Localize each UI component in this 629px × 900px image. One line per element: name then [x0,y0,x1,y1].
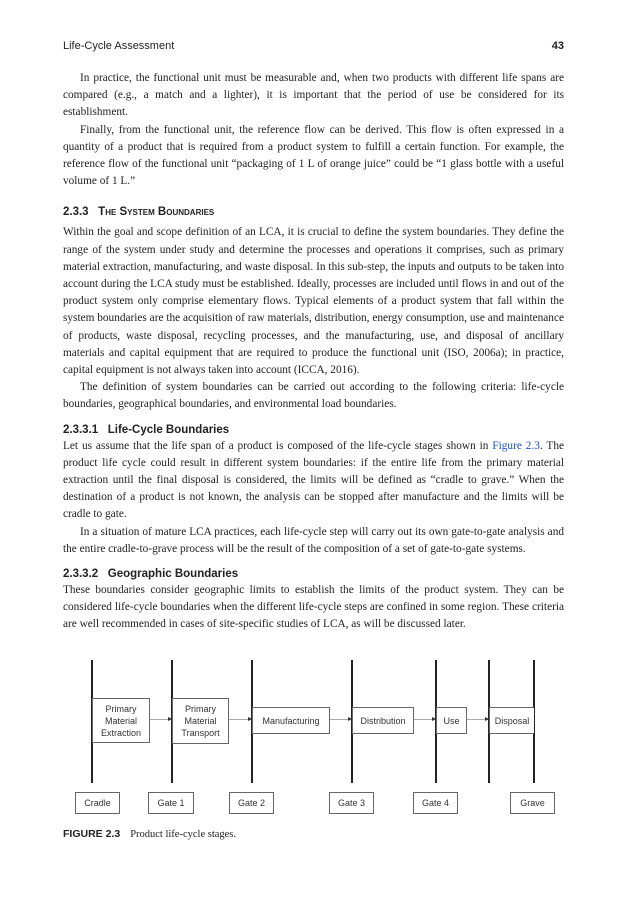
arrow [466,719,488,720]
paragraph [63,438,564,524]
gate-label: Grave [510,792,555,814]
stage-box: Primary Material Transport [172,698,229,744]
text: Let us assume that the life span of a product is composed of the life-cycle stages shown in [63,439,493,452]
stage-box: Primary Material Extraction [92,698,150,743]
paragraph: These boundaries consider geographic limits to establish the limits of the product system. They can be considered life-cycle boundaries when the different life-cycle steps are confined in some region. These criteria are well recommended in cases of site-specific studies of LCA, as will be discussed later. [63,584,564,631]
section-heading [63,206,564,218]
paragraph: In practice, the functional unit must be measurable and, when two products with different life spans are compared (e.g., a match and a lighter), it is important that the period of use be considered for its establishment. [63,72,564,119]
subsection-heading: 2.3.3.1 Life-Cycle Boundaries [63,423,230,436]
arrow [228,719,251,720]
caption-label: FIGURE 2.3 [63,828,121,840]
gate-label: Gate 4 [413,792,458,814]
gate-label: Gate 3 [329,792,374,814]
paragraph: In a situation of mature LCA practices, each life-cycle step will carry out its own gate-to-gate analysis and the entire cradle-to-grave process will be the result of the composition of a set of gate-to-gate systems. [63,525,564,555]
arrow [149,719,171,720]
gate-label: Cradle [75,792,120,814]
section-number: 2.3.3 [63,206,89,219]
stage-box: Use [436,707,467,734]
paragraph: The definition of system boundaries can be carried out according to the following criteria: life-cycle boundaries, geographical boundaries, and environmental load boundaries. [63,381,564,411]
body-text [63,70,564,634]
running-header [63,40,564,52]
header-title: Life-Cycle Assessment [63,40,175,52]
page-number: 43 [551,40,564,52]
caption-text: Product life-cycle stages. [130,829,237,840]
paragraph: Within the goal and scope definition of an LCA, it is crucial to define the system boundaries. They define the range of the system under study and determine the processes and operations it comprises, such as primary material extraction, manufacturing, and waste disposal. In this sub-step, the inputs and outputs to be taken into account during the LCA study must be established. Ideally, processes are included until flows in and out of the product system only comprise elementary flows. Typical elements of a product system that fall within the system boundaries are the acquisition of raw materials, distribution, energy consumption, use and maintenance of products, waste disposal, recycling processes, and the manufacturing, use, and disposal of ancillary materials and capital equipment that are required to produce the functional unit (ISO, 2006a); in practice, capital equipment is not always taken into account (ICCA, 2016). [63,226,564,377]
stage-box: Disposal [489,707,534,734]
figure-caption [63,828,236,840]
figure-link[interactable]: Figure 2.3 [492,439,540,452]
gate-label: Gate 2 [229,792,274,814]
stage-box: Distribution [352,707,414,734]
arrow [329,719,351,720]
stage-box: Manufacturing [252,707,330,734]
subsection-heading: 2.3.3.2 Geographic Boundaries [63,568,239,581]
text: . The product life cycle could result in different system boundaries: if the entire life from the primary material extraction until the final disposal is considered, the limits will be defined as “cradle to grave.” When the destination of a product is not known, the analysis can be stopped after manufacture and the limits will be cradle to gate. [63,439,564,521]
arrow [413,719,435,720]
paragraph: Finally, from the functional unit, the reference flow can be derived. This flow is often expressed in a quantity of a product that is required from a product system to fulfill a certain function. For example, the reference flow of the functional unit “packaging of 1 L of orange juice” could be “1 glass bottle with a useful volume of 1 L.” [63,123,564,188]
section-title: The System Boundaries [98,206,215,219]
gate-label: Gate 1 [148,792,194,814]
